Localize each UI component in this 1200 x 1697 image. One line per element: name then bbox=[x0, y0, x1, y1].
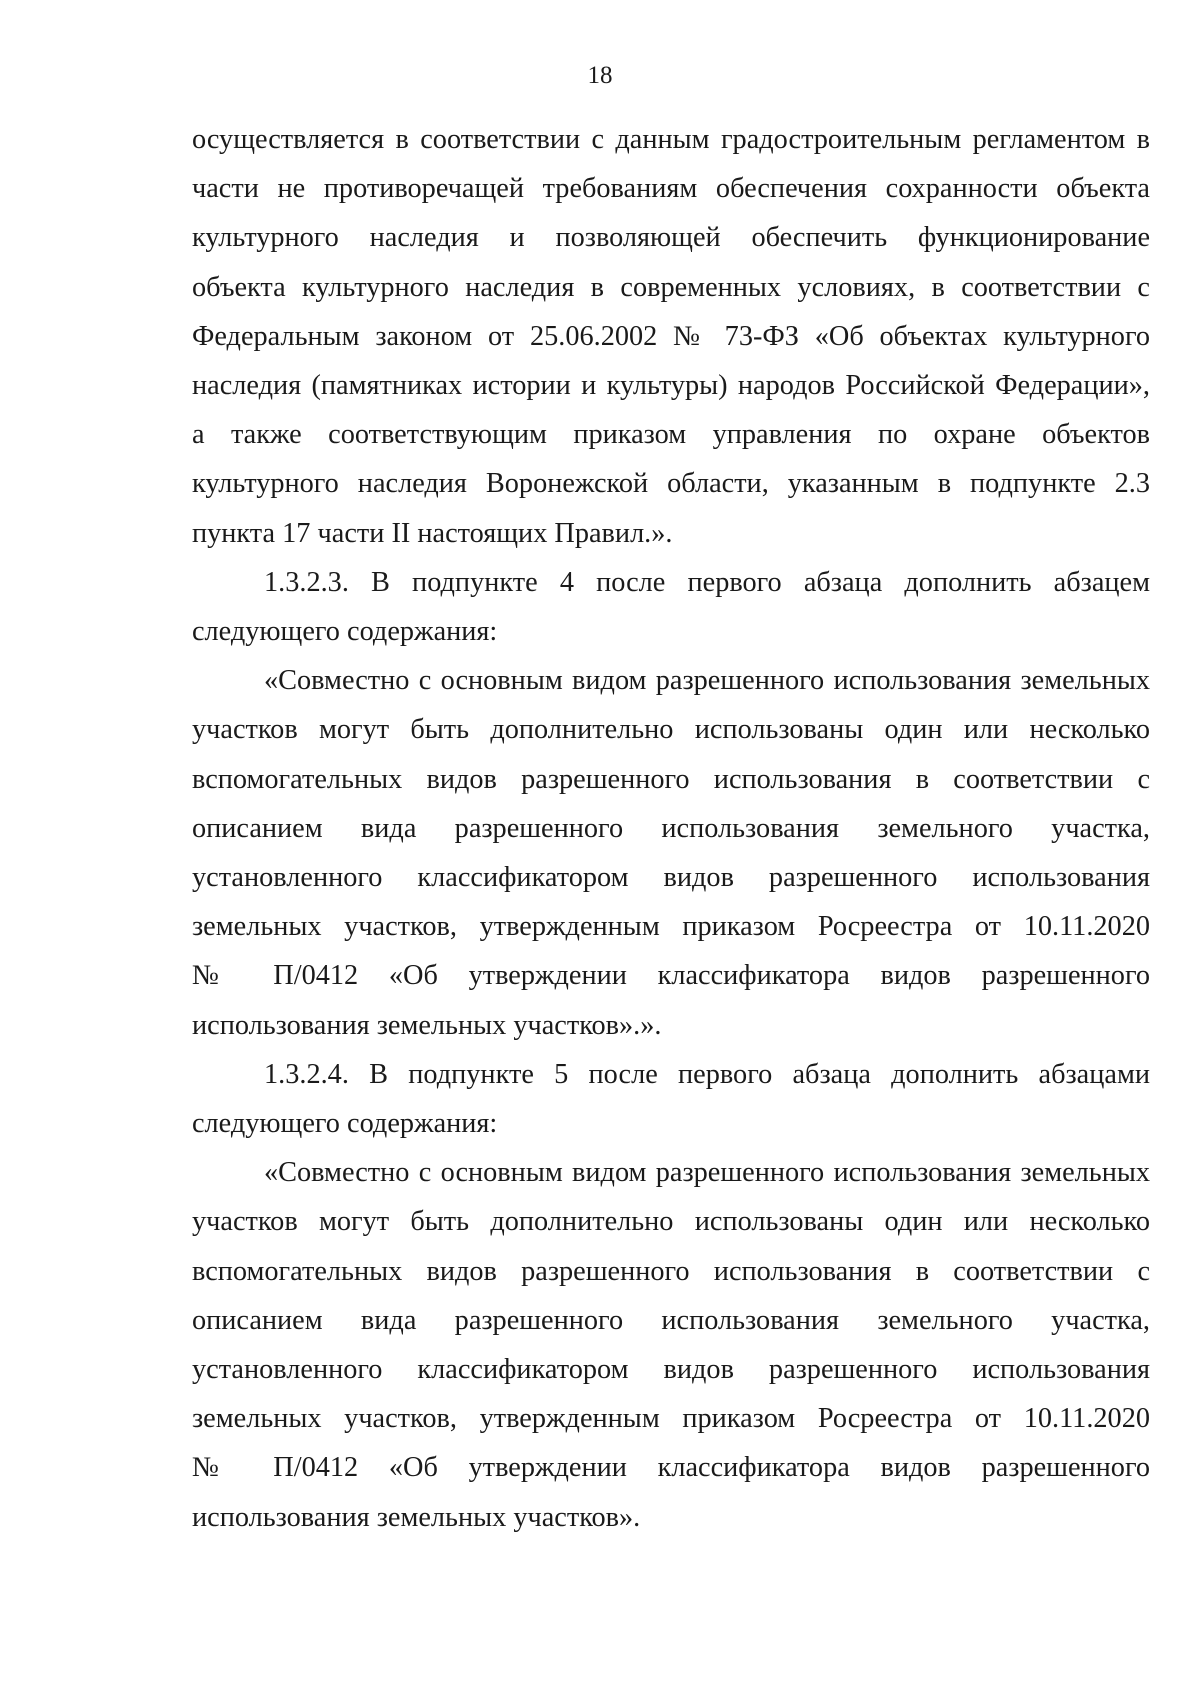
text-line: земельных участков, утвержденным приказом Росреестра от 10.11.2020 bbox=[192, 911, 1150, 943]
text-line: осуществляется в соответствии с данным градостроительным регламентом в bbox=[192, 124, 1150, 155]
text-line: культурного наследия и позволяющей обеспечить функционирование bbox=[192, 222, 1150, 254]
page-number: 18 bbox=[587, 62, 613, 89]
text-line: следующего содержания: bbox=[192, 1108, 498, 1140]
text-line: описанием вида разрешенного использования земельного участка, bbox=[192, 1304, 1150, 1336]
paragraph bbox=[192, 656, 1150, 1050]
text-line: культурного наследия Воронежской области, указанным в подпункте 2.3 bbox=[192, 468, 1150, 500]
text-line: описанием вида разрешенного использования земельного участка, bbox=[192, 812, 1150, 844]
text-line: 1.3.2.4. В подпункте 5 после первого абзаца дополнить абзацами bbox=[264, 1058, 1150, 1090]
text-line: объекта культурного наследия в современных условиях, в соответствии с bbox=[192, 271, 1150, 303]
paragraph bbox=[192, 558, 1150, 656]
text-line: использования земельных участков».». bbox=[192, 1009, 662, 1041]
text-line: установленного классификатором видов разрешенного использования bbox=[192, 1354, 1150, 1386]
paragraph bbox=[192, 115, 1150, 558]
paragraph bbox=[192, 1148, 1150, 1542]
text-line: земельных участков, утвержденным приказом Росреестра от 10.11.2020 bbox=[192, 1403, 1150, 1435]
text-line: а также соответствующим приказом управления по охране объектов bbox=[192, 419, 1150, 451]
text-line: № П/0412 «Об утверждении классификатора видов разрешенного bbox=[192, 1452, 1150, 1484]
text-line: вспомогательных видов разрешенного использования в соответствии с bbox=[192, 1255, 1150, 1287]
text-line: наследия (памятниках истории и культуры) народов Российской Федерации», bbox=[192, 370, 1150, 402]
text-line: 1.3.2.3. В подпункте 4 после первого абзаца дополнить абзацем bbox=[264, 566, 1150, 598]
text-line: пункта 17 части II настоящих Правил.». bbox=[192, 517, 673, 549]
document-body bbox=[192, 115, 1150, 1542]
text-line: части не противоречащей требованиям обеспечения сохранности объекта bbox=[192, 173, 1150, 205]
text-line: установленного классификатором видов разрешенного использования bbox=[192, 862, 1150, 894]
text-line: «Совместно с основным видом разрешенного использования земельных bbox=[264, 1157, 1150, 1189]
text-line: использования земельных участков». bbox=[192, 1501, 641, 1533]
text-line: участков могут быть дополнительно использованы один или несколько bbox=[192, 1206, 1150, 1238]
text-line: № П/0412 «Об утверждении классификатора видов разрешенного bbox=[192, 960, 1150, 992]
text-line: «Совместно с основным видом разрешенного использования земельных bbox=[264, 665, 1150, 697]
paragraph bbox=[192, 1050, 1150, 1148]
text-line: следующего содержания: bbox=[192, 616, 498, 648]
text-line: вспомогательных видов разрешенного использования в соответствии с bbox=[192, 763, 1150, 795]
text-line: участков могут быть дополнительно использованы один или несколько bbox=[192, 714, 1150, 746]
text-line: Федеральным законом от 25.06.2002 № 73-ФЗ «Об объектах культурного bbox=[192, 320, 1150, 352]
